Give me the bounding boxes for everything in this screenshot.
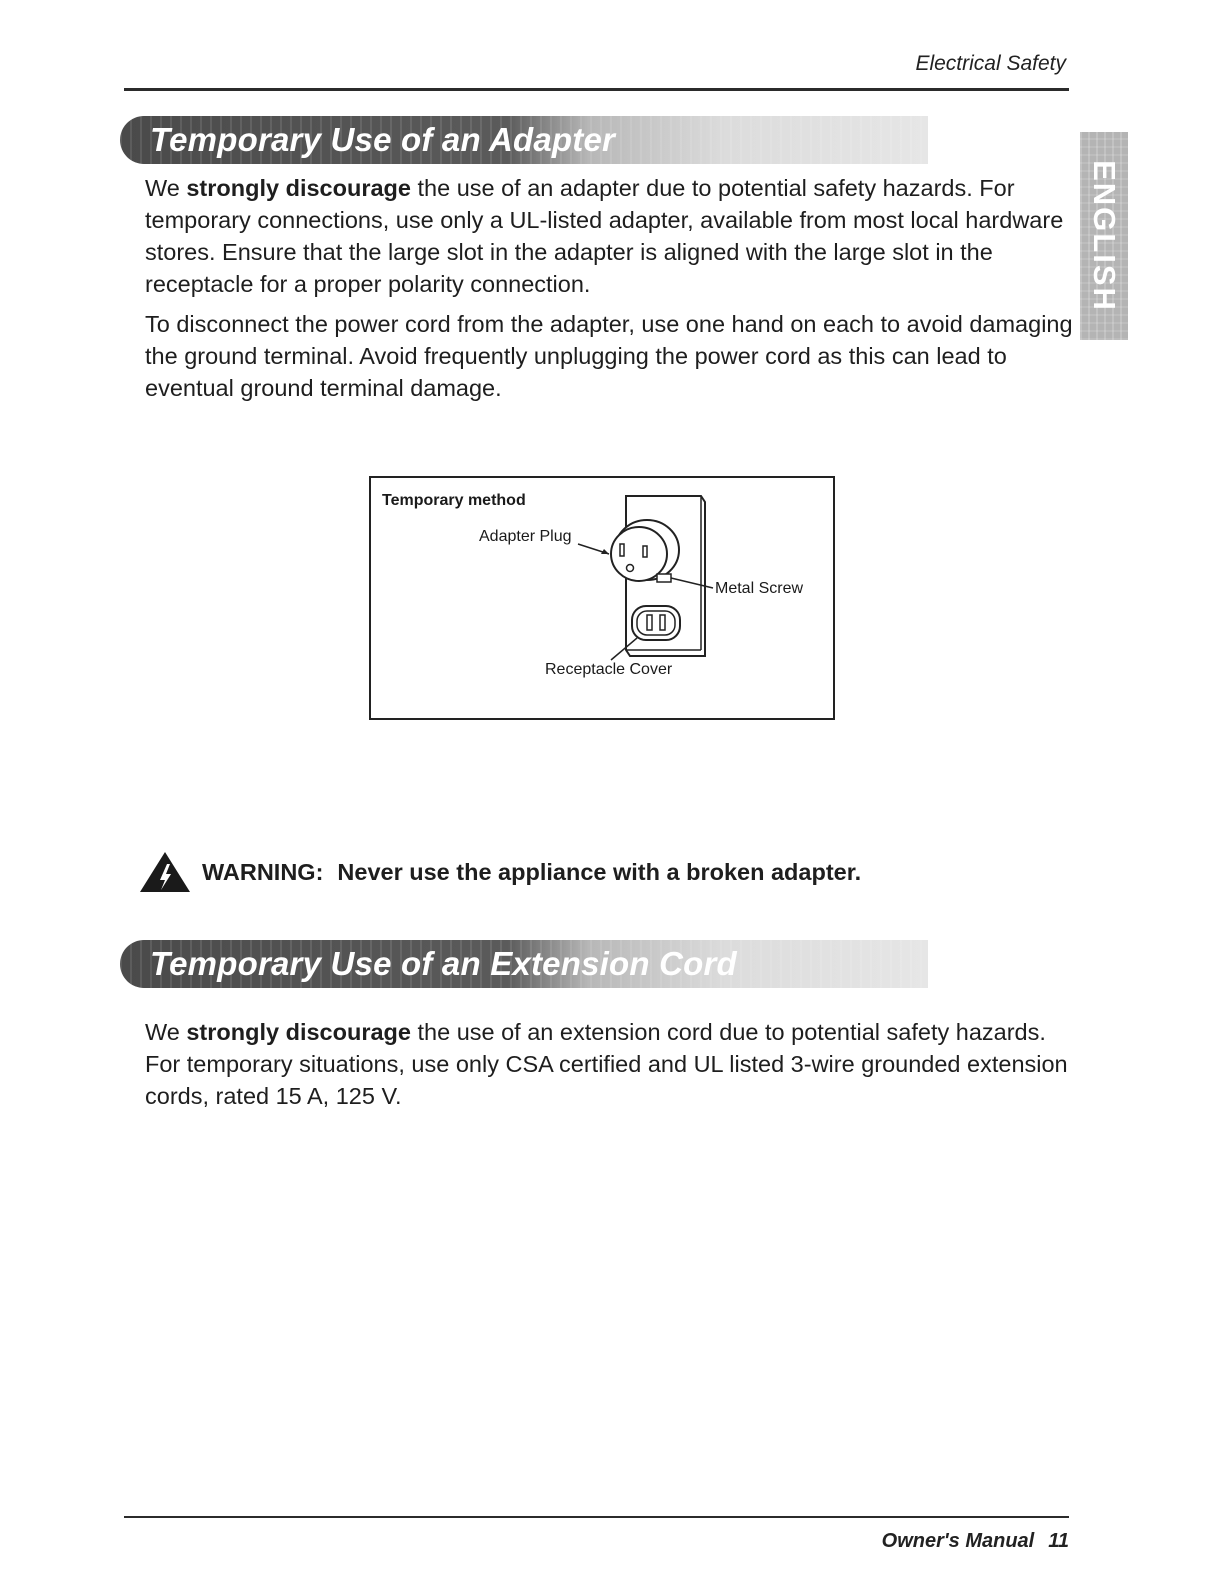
metal-screw-label: Metal Screw	[715, 580, 804, 597]
warning-label: WARNING:	[202, 858, 324, 885]
footer-manual-title: Owner's Manual	[881, 1530, 1035, 1552]
adapter-plug-label: Adapter Plug	[479, 528, 572, 545]
section-heading-extension-cord-text: Temporary Use of an Extension Cord	[150, 945, 737, 982]
page-number: 11	[1048, 1530, 1069, 1552]
receptacle-cover-label: Receptacle Cover	[545, 661, 673, 678]
language-tab	[1080, 132, 1128, 340]
warning-notice	[138, 850, 861, 894]
extension-cord-paragraph	[145, 1016, 1075, 1112]
figure-title: Temporary method	[382, 492, 526, 509]
extension-p1-post: the use of an extension cord due to potential safety hazards. For temporary situations, use only CSA certified and UL listed 3-wire grounded extension cords, rated 15 A, 125 V.	[145, 1019, 1068, 1109]
footer-rule	[124, 1516, 1069, 1518]
adapter-paragraph-2: To disconnect the power cord from the adapter, use one hand on each to avoid damaging the ground terminal. Avoid frequently unplugging the power cord as this can lead to eventual ground terminal damage.	[145, 311, 1073, 401]
adapter-figure	[369, 476, 835, 720]
adapter-p1-post: the use of an adapter due to potential safety hazards. For temporary connections, use only a UL-listed adapter, available from most local hardware stores. Ensure that the large slot in the adapter is aligned with the large slot in the receptacle for a proper polarity connection.	[145, 175, 1064, 297]
footer	[882, 1530, 1069, 1553]
header-title: Electrical Safety	[915, 52, 1066, 75]
language-tab-label: ENGLISH	[1087, 160, 1122, 312]
section-heading-adapter	[120, 116, 928, 164]
adapter-paragraph-1	[145, 172, 1075, 300]
adapter-p1-bold: strongly discourage	[186, 175, 411, 201]
outlet-adapter-illustration	[371, 478, 833, 718]
section-heading-extension-cord	[120, 940, 928, 988]
extension-p1-bold: strongly discourage	[186, 1019, 411, 1045]
warning-triangle-icon	[138, 850, 192, 894]
section-heading-adapter-text: Temporary Use of an Adapter	[150, 121, 616, 158]
extension-p1-pre: We	[145, 1019, 187, 1045]
adapter-p1-pre: We	[145, 175, 187, 201]
warning-text: Never use the appliance with a broken adapter.	[337, 858, 862, 885]
header-rule	[124, 88, 1069, 91]
